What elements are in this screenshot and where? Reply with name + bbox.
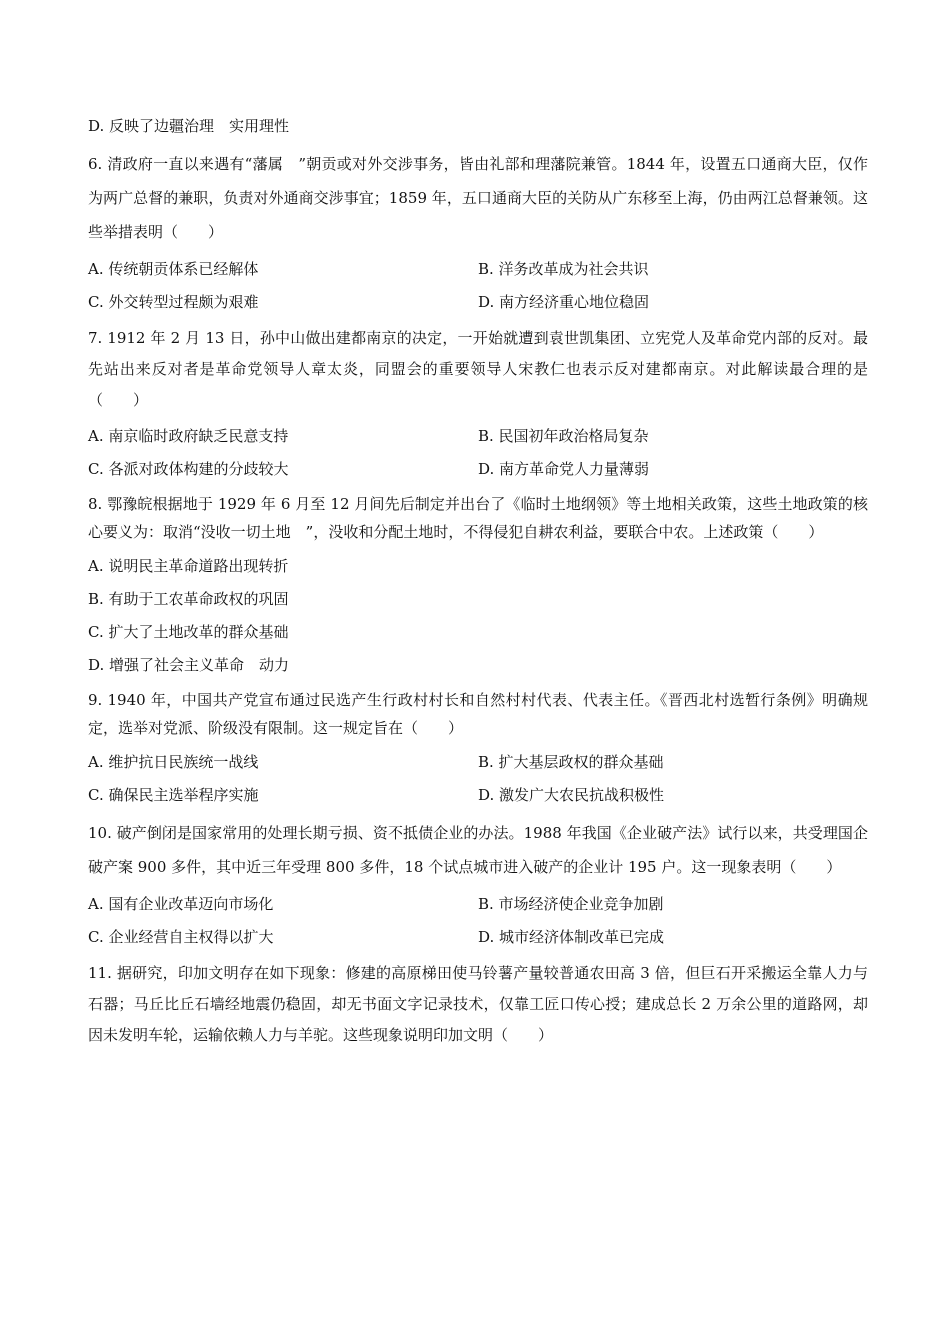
options-row — [88, 890, 868, 919]
question-7 — [88, 323, 868, 484]
question-stem: 6. 清政府一直以来遇有“藩属 ”朝贡或对外交涉事务，皆由礼部和理藩院兼管。1844 年，设置五口通商大臣，仅作为两广总督的兼职，负责对外通商交涉事宜；1859 年，五口通商大臣的关防从广东移至上海，仍由两江总督兼领。这些举措表明（ ） — [88, 155, 868, 241]
exam-page — [88, 112, 868, 1057]
question-10 — [88, 816, 868, 952]
option-c[interactable]: C. 扩大了土地改革的群众基础 — [88, 623, 289, 641]
question-stem: 10. 破产倒闭是国家常用的处理长期亏损、资不抵债企业的办法。1988 年我国《企业破产法》试行以来，共受理国企破产案 900 多件，其中近三年受理 800 多件，18 个试点城市进入破产的企业计 195 户。这一现象表明（ ） — [88, 824, 868, 876]
question-stem: 8. 鄂豫皖根据地于 1929 年 6 月至 12 月间先后制定并出台了《临时土地纲领》等土地相关政策，这些土地政策的核心要义为：取消“没收一切土地 ”，没收和分配土地时，不得侵犯自耕农利益，要联合中农。上述政策（ ） — [88, 495, 868, 541]
options-row — [88, 781, 868, 810]
option-b[interactable]: B. 有助于工农革命政权的巩固 — [88, 590, 289, 608]
option-c[interactable]: C. 企业经营自主权得以扩大 — [88, 928, 274, 946]
option-a[interactable]: A. 传统朝贡体系已经解体 — [88, 260, 259, 278]
options-row — [88, 255, 868, 284]
options-row — [88, 748, 868, 777]
option-d[interactable]: D. 城市经济体制改革已完成 — [478, 928, 665, 946]
question-8 — [88, 490, 868, 680]
option-d[interactable]: D. 南方革命党人力量薄弱 — [478, 460, 650, 478]
option-b[interactable]: B. 民国初年政治格局复杂 — [478, 427, 649, 445]
option-d[interactable]: D. 激发广大农民抗战积极性 — [478, 786, 665, 804]
question-stem: 7. 1912 年 2 月 13 日，孙中山做出建都南京的决定，一开始就遭到袁世凯集团、立宪党人及革命党内部的反对。最先站出来反对者是革命党领导人章太炎，同盟会的重要领导人宋教仁也表示反对建都南京。对此解读最合理的是（ ） — [88, 329, 868, 409]
option-a[interactable]: A. 国有企业改革迈向市场化 — [88, 895, 274, 913]
option-d-q5: D. 反映了边疆治理 实用理性 — [88, 117, 290, 135]
option-b[interactable]: B. 市场经济使企业竞争加剧 — [478, 895, 664, 913]
option-d[interactable]: D. 增强了社会主义革命 动力 — [88, 656, 290, 674]
option-a[interactable]: A. 南京临时政府缺乏民意支持 — [88, 427, 289, 445]
question-6 — [88, 147, 868, 317]
option-b[interactable]: B. 扩大基层政权的群众基础 — [478, 753, 664, 771]
option-a[interactable]: A. 维护抗日民族统一战线 — [88, 753, 259, 771]
options-row — [88, 288, 868, 317]
option-c[interactable]: C. 确保民主选举程序实施 — [88, 786, 259, 804]
option-b[interactable]: B. 洋务改革成为社会共识 — [478, 260, 649, 278]
options-row — [88, 455, 868, 484]
option-d[interactable]: D. 南方经济重心地位稳固 — [478, 293, 650, 311]
options-row — [88, 923, 868, 952]
question-9 — [88, 686, 868, 810]
option-a[interactable]: A. 说明民主革命道路出现转折 — [88, 557, 289, 575]
question-stem: 9. 1940 年，中国共产党宣布通过民选产生行政村村长和自然村村代表、代表主任。《晋西北村选暂行条例》明确规定，选举对党派、阶级没有限制。这一规定旨在（ ） — [88, 691, 868, 737]
question-11 — [88, 958, 868, 1051]
option-c[interactable]: C. 各派对政体构建的分歧较大 — [88, 460, 289, 478]
option-c[interactable]: C. 外交转型过程颇为艰难 — [88, 293, 259, 311]
question-stem: 11. 据研究，印加文明存在如下现象：修建的高原梯田使马铃薯产量较普通农田高 3 倍，但巨石开采搬运全靠人力与石器；马丘比丘石墙经地震仍稳固，却无书面文字记录技术，仅靠工匠口传心授；建成总长 2 万余公里的道路网，却因未发明车轮，运输依赖人力与羊驼。这些现象说明印加文明（ ） — [88, 964, 868, 1044]
options-row — [88, 422, 868, 451]
